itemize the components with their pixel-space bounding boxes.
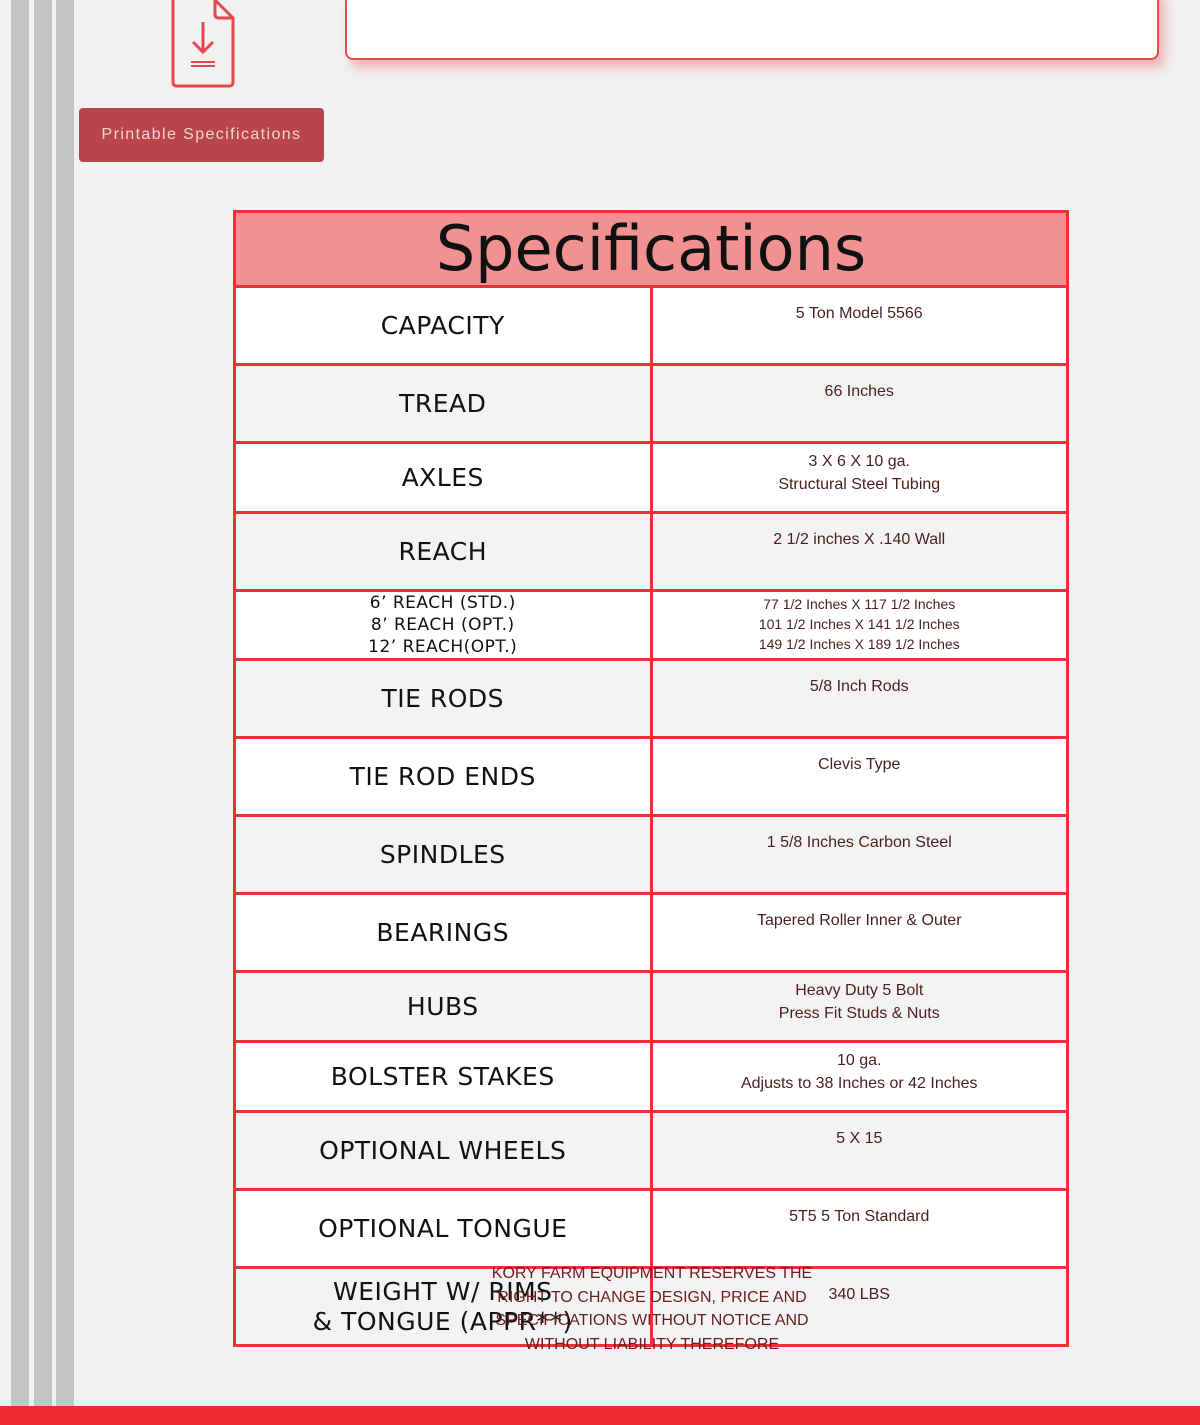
spec-row: [235, 660, 1068, 738]
spec-value: 340 LBS: [651, 1268, 1068, 1346]
top-card: [345, 0, 1159, 60]
spec-value: Tapered Roller Inner & Outer: [651, 894, 1068, 972]
sidebar-stripe: [11, 0, 29, 1406]
spec-value: 5 Ton Model 5566: [651, 287, 1068, 365]
spec-row: [235, 972, 1068, 1042]
spec-label: OPTIONAL WHEELS: [235, 1112, 652, 1190]
spec-value: 5 X 15: [651, 1112, 1068, 1190]
spec-value: 5T5 5 Ton Standard: [651, 1190, 1068, 1268]
spec-value: 77 1/2 Inches X 117 1/2 Inches 101 1/2 Inches X 141 1/2 Inches 149 1/2 Inches X 189 1/2 Inches: [651, 591, 1068, 660]
spec-label: 6’ REACH (STD.) 8’ REACH (OPT.) 12’ REACH(OPT.): [235, 591, 652, 660]
spec-value: 5/8 Inch Rods: [651, 660, 1068, 738]
spec-row: [235, 443, 1068, 513]
spec-label: AXLES: [235, 443, 652, 513]
footer-bar: [0, 1406, 1200, 1425]
spec-value: 66 Inches: [651, 365, 1068, 443]
spec-row: [235, 365, 1068, 443]
spec-value: Clevis Type: [651, 738, 1068, 816]
spec-label: TIE ROD ENDS: [235, 738, 652, 816]
disclaimer-text: KORY FARM EQUIPMENT RESERVES THE RIGHT TO CHANGE DESIGN, PRICE AND SPECIFICATIONS WITHOUT NOTICE AND WITHOUT LIABILITY THEREFORE: [491, 1265, 813, 1353]
spec-row: [235, 738, 1068, 816]
spec-row: [235, 513, 1068, 591]
spec-value: 3 X 6 X 10 ga. Structural Steel Tubing: [651, 443, 1068, 513]
specifications-table: [233, 210, 1069, 1347]
spec-row: [235, 287, 1068, 365]
spec-row: [235, 1042, 1068, 1112]
spec-label: REACH: [235, 513, 652, 591]
pdf-download-icon[interactable]: [169, 0, 237, 88]
sidebar-stripe: [34, 0, 52, 1406]
spec-label: SPINDLES: [235, 816, 652, 894]
spec-value: 2 1/2 inches X .140 Wall: [651, 513, 1068, 591]
spec-label: BEARINGS: [235, 894, 652, 972]
printable-specifications-button[interactable]: Printable Specifications: [79, 108, 324, 162]
spec-label: TIE RODS: [235, 660, 652, 738]
spec-row: [235, 1190, 1068, 1268]
spec-value: 1 5/8 Inches Carbon Steel: [651, 816, 1068, 894]
spec-label: CAPACITY: [235, 287, 652, 365]
spec-label: BOLSTER STAKES: [235, 1042, 652, 1112]
spec-value: Heavy Duty 5 Bolt Press Fit Studs & Nuts: [651, 972, 1068, 1042]
spec-label: OPTIONAL TONGUE: [235, 1190, 652, 1268]
spec-value: 10 ga. Adjusts to 38 Inches or 42 Inches: [651, 1042, 1068, 1112]
spec-row: [235, 894, 1068, 972]
spec-row: [235, 591, 1068, 660]
spec-row: [235, 1112, 1068, 1190]
spec-label: HUBS: [235, 972, 652, 1042]
spec-label: WEIGHT W/ RIMS & TONGUE (APPR**): [235, 1268, 652, 1346]
spec-label: TREAD: [235, 365, 652, 443]
specifications-title: Specifications: [235, 212, 1068, 287]
spec-row: [235, 816, 1068, 894]
sidebar-stripe: [56, 0, 74, 1406]
